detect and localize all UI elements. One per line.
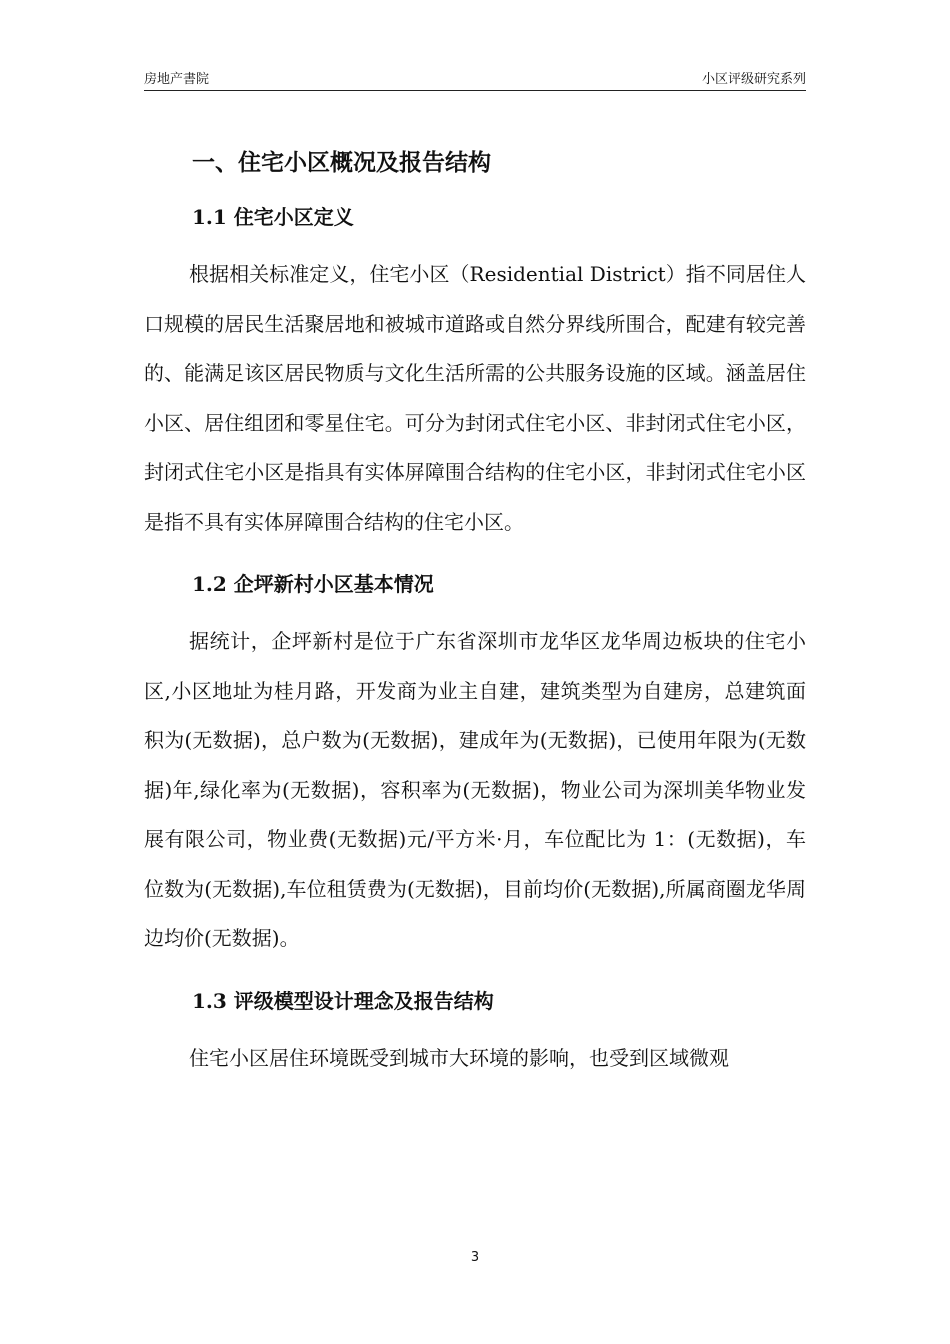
page-number: 3: [470, 1250, 480, 1265]
page-header: [144, 64, 806, 91]
section-1-1-title: 1.1 住宅小区定义: [192, 205, 354, 229]
header-series-title: 小区评级研究系列: [701, 72, 806, 87]
chapter-title: 一、住宅小区概况及报告结构: [192, 149, 491, 176]
header-brand: 房地产書院: [144, 72, 210, 87]
section-1-2-title: 1.2 企坪新村小区基本情况: [192, 572, 434, 596]
section-1-1-paragraph: 根据相关标准定义，住宅小区（Residential District）指不同居住人口规模的居民生活聚居地和被城市道路或自然分界线所围合，配建有较完善的、能满足该区居民物质与文化生活所需的公共服务设施的区域。涵盖居住小区、居住组团和零星住宅。可分为封闭式住宅小区、非封闭式住宅小区，封闭式住宅小区是指具有实体屏障围合结构的住宅小区，非封闭式住宅小区是指不具有实体屏障围合结构的住宅小区。: [144, 262, 806, 534]
section-1-2-paragraph: 据统计，企坪新村是位于广东省深圳市龙华区龙华周边板块的住宅小区,小区地址为桂月路，开发商为业主自建，建筑类型为自建房，总建筑面积为(无数据)，总户数为(无数据)，建成年为(无数据)，已使用年限为(无数据)年,绿化率为(无数据)，容积率为(无数据)，物业公司为深圳美华物业发展有限公司，物业费(无数据)元/平方米·月，车位配比为 1：(无数据)，车位数为(无数据),车位租赁费为(无数据)，目前均价(无数据),所属商圈龙华周边均价(无数据)。: [144, 629, 806, 950]
section-1-3-title: 1.3 评级模型设计理念及报告结构: [192, 988, 494, 1013]
document-body: [144, 140, 806, 1083]
section-1-3-paragraph: 住宅小区居住环境既受到城市大环境的影响，也受到区域微观: [189, 1045, 729, 1070]
